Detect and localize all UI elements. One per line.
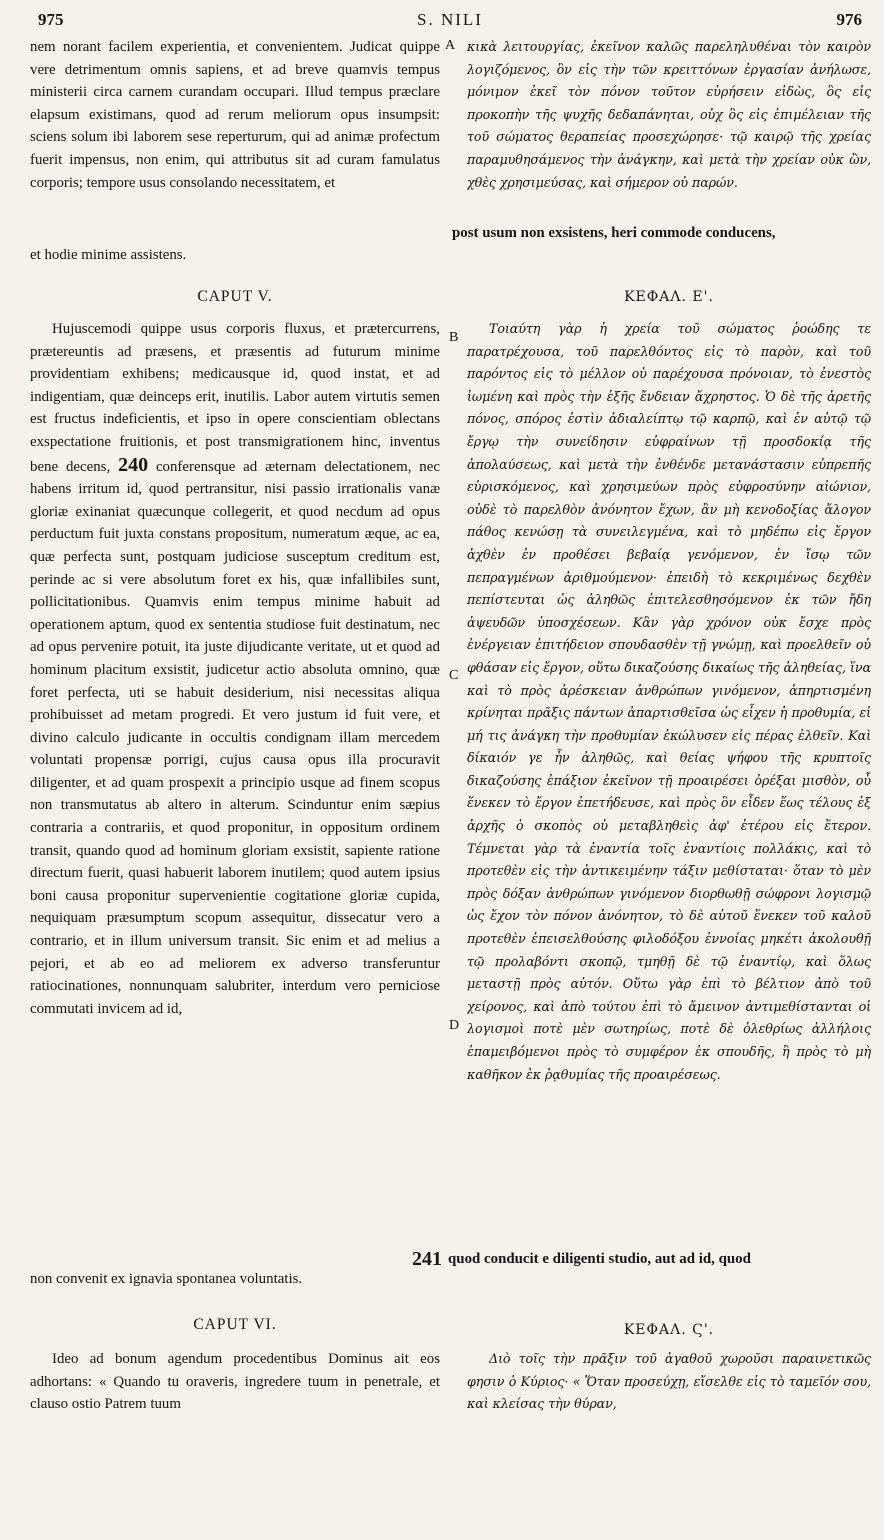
margin-marker-c: C — [449, 668, 459, 683]
page-mark-241: 241 — [412, 1248, 442, 1270]
kephal-6-heading: ΚΕΦΑΛ. Ϛ'. — [623, 1322, 715, 1338]
latin-caput-5-end-text: non convenit ex ignavia spontanea voluntatis. — [30, 1271, 303, 1287]
latin-caput-5-part-a: Hujuscemodi quippe usus corporis fluxus, et prætercurrens, prætereuntis ad præsens, et præsentis ad futurum minime providentiam exhibens; medicausque id, quod instat, et ad indigentiam, quæ deinceps erit, inutilis. Labor autem virtutis semen est fructus indeficientis, et ipso in opere conscientiam oblectans exspectatione fruitionis, et post transmigrationem hinc, inventus bene decens, — [30, 321, 440, 475]
latin-caput-5-text — [30, 318, 440, 1020]
latin-column-top — [30, 36, 440, 226]
page-mark-240: 240 — [118, 453, 149, 476]
greek-top-text: κικὰ λειτουργίας, ἐκεῖνον καλῶς παρεληλυθέναι τὸν καιρὸν λογιζόμενος, ὃν εἰς τὴν τῶν κρειττόνων ἐργασίαν ἀνήλωσε, μόνιμον ἐκεῖ τὸν πόνον τοῦτον εὑρήσειν εἰδὼς, ὃς εἰς προκοπὴν τῆς ψυχῆς δεδαπάνηται, οὐχ ὃς εἰς ἐπιμέλειαν τῆς τοῦ σώματος θεραπείας προσεχώρησε· τῷ καιρῷ τῆς χρείας παραμυθησάμενος τὴν ἀνάγκην, καὶ μετὰ τὴν χρείαν οὐκ ὢν, χθὲς χρησιμεύσας, καὶ σήμερον οὐ παρών. — [467, 39, 871, 190]
latin-bridge-text: quod conducit e diligenti studio, aut ad id, quod — [448, 1251, 751, 1267]
page-header — [30, 4, 870, 32]
page-number-left: 975 — [38, 10, 64, 29]
latin-top-tail — [30, 244, 440, 268]
greek-column-caput-5 — [467, 318, 871, 1260]
margin-marker-a: A — [445, 38, 456, 53]
margin-marker-b: B — [449, 330, 459, 345]
latin-right-tail — [452, 222, 866, 244]
latin-column-caput-5 — [30, 318, 440, 1260]
greek-caput-6-text: Διὸ τοῖς τὴν πρᾶξιν τοῦ ἀγαθοῦ χωροῦσι παραινετικῶς φησιν ὁ Κύριος· « Ὅταν προσεύχῃ, εἴσελθε εἰς τὸ ταμεῖόν σου, καὶ κλείσας τὴν θύραν, — [467, 1351, 871, 1412]
latin-column-caput-6 — [30, 1348, 440, 1422]
latin-caput-5-end — [30, 1268, 440, 1292]
latin-right-tail-text: post usum non exsistens, heri commode conducens, — [452, 225, 776, 241]
greek-column-caput-6 — [467, 1348, 871, 1422]
latin-caput-5-part-b: conferensque ad æternam delectationem, nec habens irritum id, quod pertransitur, nisi passio irrationalis vanæ gloriæ exinaniat quæcunque collegerit, et quod necdum ad opus perductum fuit juxta constans propositum, numeratum æque, ac ea, quæ perfecta sunt, postquam judiciose susceptum creditum est, perinde ac si vere absolutum foret ex his, quæ infallibiles sunt, pollicitationibus. Quamvis enim tempus minime habuit ad operationem aptum, quod ex sententia studiose fuit destinatum, nec ad opus pervenire potuit, ita juste dijudicante veritate, ut et quod ad hominum placitum exsistit, judicetur actio absoluta omnino, quæ foret perfecta, uti se habuit desiderium, nisi necessitas aliqua prohibuisset ad metam progredi. Et vero justum id fuit vere, et divino calculo judicante in occultis condignam illam mercedem voluntati propensæ porrigi, cujus causa opus illa procuravit diligenter, et ad quam prospexit a principio usque ad finem scopus non transmutatus ab altero in alterum. Scinduntur enim sæpius contraria a contrariis, et quod proponitur, in oppositum ordinem transit, quando quod ad hominum gloriam exsistit, sapiente ratione directum fuerit, quasi habuerit laborem inutilem; quod autem ipsius boni causa proponitur supervenientie cogitatione gloriæ cupida, nequiquam præsumptum scopum assequitur, dissecatur vero a contrario, et in illum universum transit. Sic enim et ad melius a pejori, et ab eo ad meliorem ex adverso transferuntur ratiocinationes, nonnunquam salubriter, interdum vero perniciose commutati invicem ad id, — [30, 458, 440, 1017]
latin-top-tail-text: et hodie minime assistens. — [30, 247, 187, 263]
caput-5-heading: CAPUT V. — [197, 288, 273, 305]
margin-marker-d: D — [449, 1018, 460, 1033]
kephal-5-heading: ΚΕΦΑΛ. Ε'. — [624, 289, 714, 305]
latin-caput-6-text: Ideo ad bonum agendum procedentibus Dominus ait eos adhortans: « Quando tu oraveris, ingredere tuum in penetrale, et clauso ostio Patrem tuum — [30, 1351, 440, 1413]
page-number-right: 976 — [836, 10, 862, 29]
greek-caput-5-text: Τοιαύτη γὰρ ἡ χρεία τοῦ σώματος ῥοώδης τε παρατρέχουσα, τοῦ παρελθόντος εἰς τὸ παρὸν, καὶ τοῦ παρόντος εἰς τὸ μέλλον οὐ παρέχουσα πρόνοιαν, τὸ ἐνεστὸς ἰωμένη καὶ πρὸς τὴν ἑξῆς ἔνδειαν ἄχρηστος. Ὁ δὲ τῆς ἀρετῆς πόνος, σπόρος ἐστὶν ἀδιαλείπτῳ τῷ καρπῷ, καὶ ἐν αὐτῷ τῷ ἔργῳ τὴν συνείδησιν εὐφραίνων τῇ προσδοκίᾳ τῆς ἀπολαύσεως, καὶ μετὰ τὴν ἐνθένδε μετανάστασιν εὐπρεπῆς εὑρισκόμενος, καὶ χρησιμεύων πρὸς εὐφροσύνην αἰώνιον, οὐδὲ τὸ παρελθὸν ἀνόνητον ἔχων, ἂν μὴ κενοδοξίας ἄλογον πάθος κενώσῃ τὰ συνειλεγμένα, καὶ τὸ μηδέπω εἰς ἔργον ἀχθὲν ἐν προθέσει βεβαίᾳ γενόμενον, ἐν ἴσῳ τῶν πεπραγμένων ἀριθμούμενον· ἐπειδὴ τὸ κεκριμένως δεχθὲν πεπίστευται ὡς ἀληθῶς ἐπιτελεσθησόμενον ἐκ τῶν ἤδη ἀψευδῶν ὑποσχέσεων. Κἂν γὰρ χρόνον οὐκ ἔσχε πρὸς ἐνέργειαν ἐπιτήδειον σπουδασθὲν τῇ γνώμῃ, καὶ προελθεῖν οὐ φθάσαν εἰς ἔργον, οὕτω δικαζούσης δικαίως τῆς ἀληθείας, ἵνα καὶ τὸ πρὸς ἀρέσκειαν ἀνθρώπων γινόμενον, ἀπηρτισμένη κρίνηται πρᾶξις πάντων ἀπαρτισθεῖσα ὡς εἶχεν ἡ προθυμία, εἰ μή τις ἀνάγκη τὴν προθυμίαν ἐκώλυσεν εἰς πέρας ἐλθεῖν. Καὶ δίκαιόν γε ἦν ἀληθῶς, καὶ θείας ψήφου τῆς κρυπτοῖς δικαζούσης ἐπάξιον ἐκεῖνον τῇ προαιρέσει ὀρέξαι μισθὸν, οὗ ἕνεκεν τὸ ἔργον ἐπετήδευσε, καὶ πρὸς ὃν εἶδεν ἕως τέλους ἐξ ἀρχῆς ὁ σκοπὸς οὐ μεταβληθεὶς ἀφ' ἑτέρου εἰς ἕτερον. Τέμνεται γὰρ τὰ ἐναντία τοῖς ἐναντίοις πολλάκις, καὶ τὸ προτεθὲν εἰς τὴν ἀντικειμένην τάξιν μεθίσταται· ὅταν τὸ μὲν πρὸς δόξαν ἀνθρώπων γινόμενον διορθωθῇ σώφρονι λογισμῷ ὡς ἔχον τὸν πόνον ἀνόνητον, τὸ δὲ αὐτοῦ ἕνεκεν τοῦ καλοῦ προτεθὲν ἐπεισελθούσης φιλοδόξου ἐννοίας μηκέτι ἀκολουθῇ τῷ προλαβόντι σκοπῷ, τμηθῇ δὲ τῷ ἐναντίῳ, καὶ ὅλως μεταστῇ πρὸς αὐτόν. Οὕτω γὰρ ἐπὶ τὸ βέλτιον ἀπὸ τοῦ χείρονος, καὶ ἀπὸ τούτου ἐπὶ τὸ ἄμεινον ἀντιμεθίστανται οἱ λογισμοὶ ποτὲ μὲν σωτηρίως, ποτὲ δὲ ὀλεθρίως ἀλλήλοις ἐπαμειβόμενοι πρὸς τὸ συμφέρον ἐκ σπουδῆς, ἢ πρὸς τὸ μὴ καθῆκον ἐκ ῥᾳθυμίας τῆς προαιρέσεως. — [467, 321, 871, 1082]
latin-bridge-line — [30, 1248, 870, 1270]
greek-column-top — [467, 36, 871, 226]
running-title: S. NILI — [417, 10, 483, 29]
latin-top-text: nem norant facilem experientia, et convenientem. Judicat quippe vere detrimentum omnis sapiens, et ad breve quamvis tempus ministerii circa carnem curandam occupari. Illud tempus præclare elapsum existimans, quod ad rerum meliorum opus insumpsit: sciens solum ibi laborem sese reperturum, qui ad animæ profectum fuerit impensus, non enim, qui attributus sit ad curam famulatus corporis; tempore usus consolando necessitatem, et — [30, 39, 440, 191]
caput-6-heading: CAPUT VI. — [193, 1316, 277, 1333]
